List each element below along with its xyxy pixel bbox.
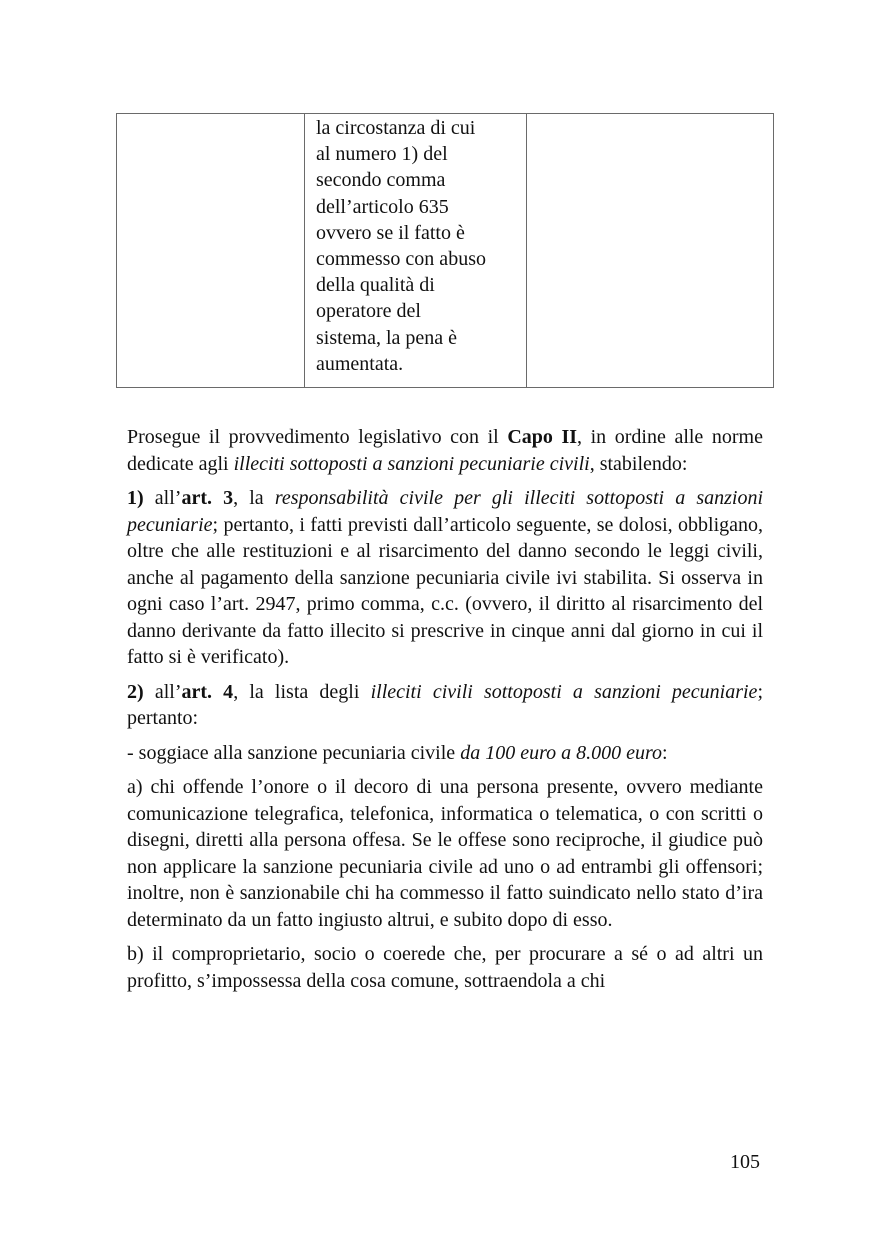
table-cell-text	[305, 114, 527, 388]
cell-line: aumentata.	[316, 352, 404, 375]
cell-line: secondo comma	[316, 169, 446, 192]
item-1-paragraph	[127, 485, 763, 671]
cell-line: ovvero se il fatto è	[316, 221, 465, 244]
text-run: , la	[233, 487, 275, 509]
emphasis: illeciti civili sottoposti a sanzioni pecuniarie	[370, 680, 758, 703]
cell-line: la circostanza di cui	[316, 117, 476, 139]
cell-line: sistema, la pena è	[316, 326, 458, 349]
emphasis: illeciti sottoposti a sanzioni pecuniarie civili	[233, 452, 590, 475]
intro-paragraph	[127, 424, 763, 477]
page-number: 105	[730, 1151, 760, 1173]
text-run: - soggiace alla sanzione pecuniaria civile	[127, 741, 461, 764]
emphasis: responsabilità civile per gli illeciti sottoposti a sanzioni pecuniarie	[127, 487, 764, 536]
cell-line: operatore del	[316, 300, 421, 323]
cell-line: dell’articolo 635	[316, 195, 449, 218]
text-run: all’	[143, 680, 182, 703]
article-ref: art. 4	[181, 680, 234, 703]
text-run: , la lista degli	[233, 680, 371, 703]
body-text	[127, 424, 763, 1002]
text-run: , in ordine alle norme dedicate agli	[127, 426, 763, 475]
item-number: 2)	[127, 680, 144, 703]
text-run: :	[662, 741, 668, 764]
point-a-paragraph: a) chi offende l’onore o il decoro di una persona presente, ovvero mediante comunicazione telegrafica, telefonica, informatica o telematica, o con scritti o disegni, diretti alla persona offesa. Se le offese sono reciproche, il giudice può non applicare la sanzione pecuniaria civile ad uno o ad entrambi gli offensori; inoltre, non è sanzionabile chi ha commesso il fatto suindicato nello stato d’ira determinato da un fatto ingiusto altrui, e subito dopo di esso.	[127, 776, 763, 931]
text-run: ; pertanto:	[127, 680, 763, 729]
table-row	[117, 114, 774, 388]
table-cell-empty-left	[117, 114, 305, 388]
cell-text-block	[305, 114, 526, 377]
text-run: all’	[143, 487, 182, 509]
cell-line: al numero 1) del	[316, 143, 448, 166]
point-b-paragraph: b) il comproprietario, socio o coerede che, per procurare a sé o ad altri un profitto, s’impossessa della cosa comune, sottraendola a chi	[127, 943, 763, 992]
text-run: ; pertanto, i fatti previsti dall’articolo seguente, se dolosi, obbligano, oltre che alle restituzioni e al risarcimento del danno secondo le leggi civili, anche al pagamento della sanzione pecuniaria civile ivi stabilita. Si osserva in ogni caso l’art. 2947, primo comma, c.c. (ovvero, il diritto al risarcimento del danno derivante da fatto illecito si prescrive in cinque anni dal giorno in cui il fatto si è verificato).	[127, 513, 763, 668]
article-ref: art. 3	[181, 487, 234, 509]
sanction-paragraph	[127, 740, 763, 767]
sanction-amount: da 100 euro a 8.000 euro	[460, 741, 663, 764]
text-run: , stabilendo:	[589, 452, 688, 475]
continuation-table	[116, 113, 774, 388]
cell-line: commesso con abuso	[316, 248, 486, 271]
table-cell-empty-right	[527, 114, 774, 388]
text-run: Prosegue il provvedimento legislativo con il	[127, 426, 508, 448]
item-2-paragraph	[127, 679, 763, 732]
cell-line: della qualità di	[316, 274, 435, 297]
item-number: 1)	[127, 487, 144, 509]
capo-label: Capo II	[507, 426, 578, 448]
